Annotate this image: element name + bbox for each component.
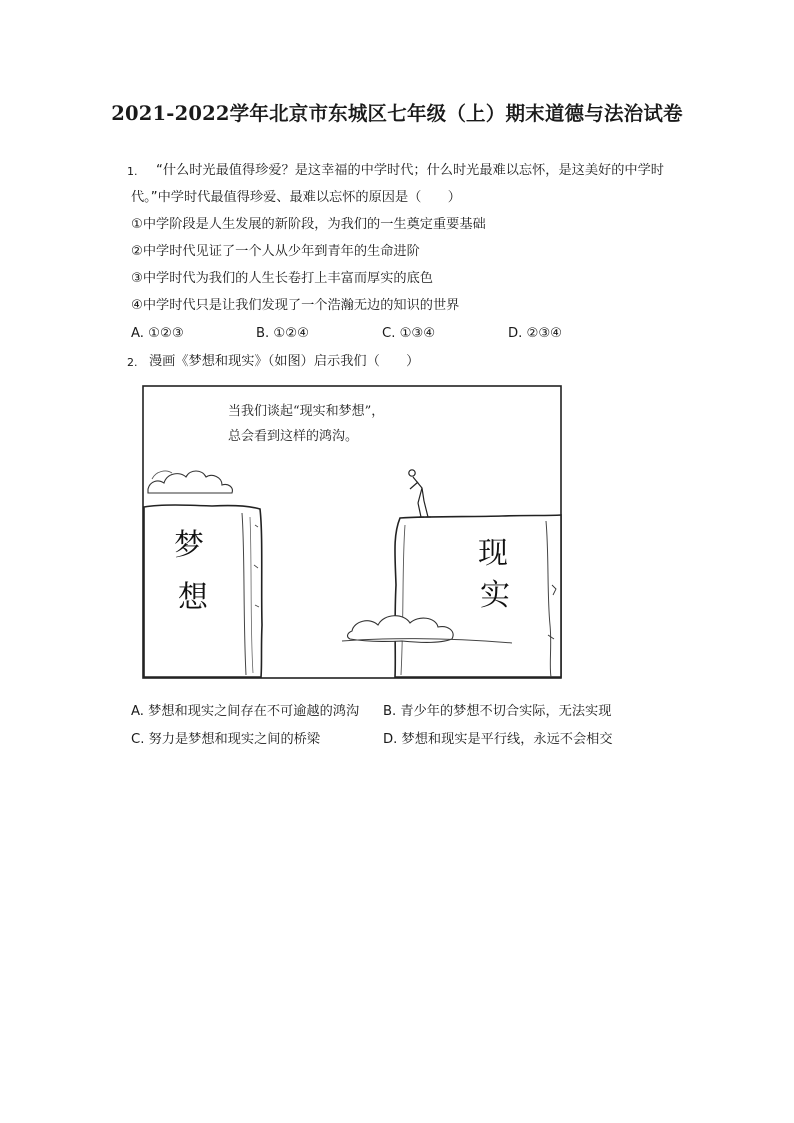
cartoon-dream-and-reality: [142, 385, 562, 679]
question-1-statement-3: ③中学时代为我们的人生长卷打上丰富而厚实的底色: [131, 271, 433, 286]
exam-title: 2021-2022学年北京市东城区七年级（上）期末道德与法治试卷: [111, 102, 683, 125]
question-1-option-a: A. ①②③: [131, 326, 184, 341]
cliff-dream-label-char2: 想: [178, 580, 208, 615]
question-1-number: 1.: [127, 165, 138, 178]
question-1-stem-line2: 代。”中学时代最值得珍爱、最难以忘怀的原因是（ ）: [131, 190, 461, 205]
cliff-dream-label-char1: 梦: [174, 528, 204, 563]
question-1-statement-1: ①中学阶段是人生发展的新阶段，为我们的一生奠定重要基础: [131, 217, 486, 232]
cliff-reality-label-char1: 现: [478, 536, 508, 571]
question-1-statement-4: ④中学时代只是让我们发现了一个浩瀚无边的知识的世界: [131, 298, 460, 313]
question-2-option-a: A. 梦想和现实之间存在不可逾越的鸿沟: [131, 704, 360, 719]
question-2-option-d: D. 梦想和现实是平行线，永远不会相交: [383, 732, 613, 747]
question-2-option-b: B. 青少年的梦想不切合实际，无法实现: [383, 704, 612, 719]
question-2-stem: 漫画《梦想和现实》（如图）启示我们（ ）: [149, 354, 420, 369]
cartoon-drawing: [142, 385, 562, 679]
cartoon-caption-line1: 当我们谈起“现实和梦想”，: [228, 404, 385, 419]
question-1-option-d: D. ②③④: [508, 326, 563, 341]
question-1-option-b: B. ①②④: [256, 326, 309, 341]
question-1-statement-2: ②中学时代见证了一个人从少年到青年的生命进阶: [131, 244, 420, 259]
cartoon-caption-line2: 总会看到这样的鸿沟。: [228, 429, 359, 444]
question-2-number: 2.: [127, 356, 138, 369]
question-2-option-c: C. 努力是梦想和现实之间的桥梁: [131, 732, 321, 747]
cliff-reality-label-char2: 实: [480, 578, 510, 613]
question-1-stem-line1: “什么时光最值得珍爱？是这幸福的中学时代；什么时光最难以忘怀，是这美好的中学时: [156, 163, 664, 178]
question-1-option-c: C. ①③④: [382, 326, 436, 341]
